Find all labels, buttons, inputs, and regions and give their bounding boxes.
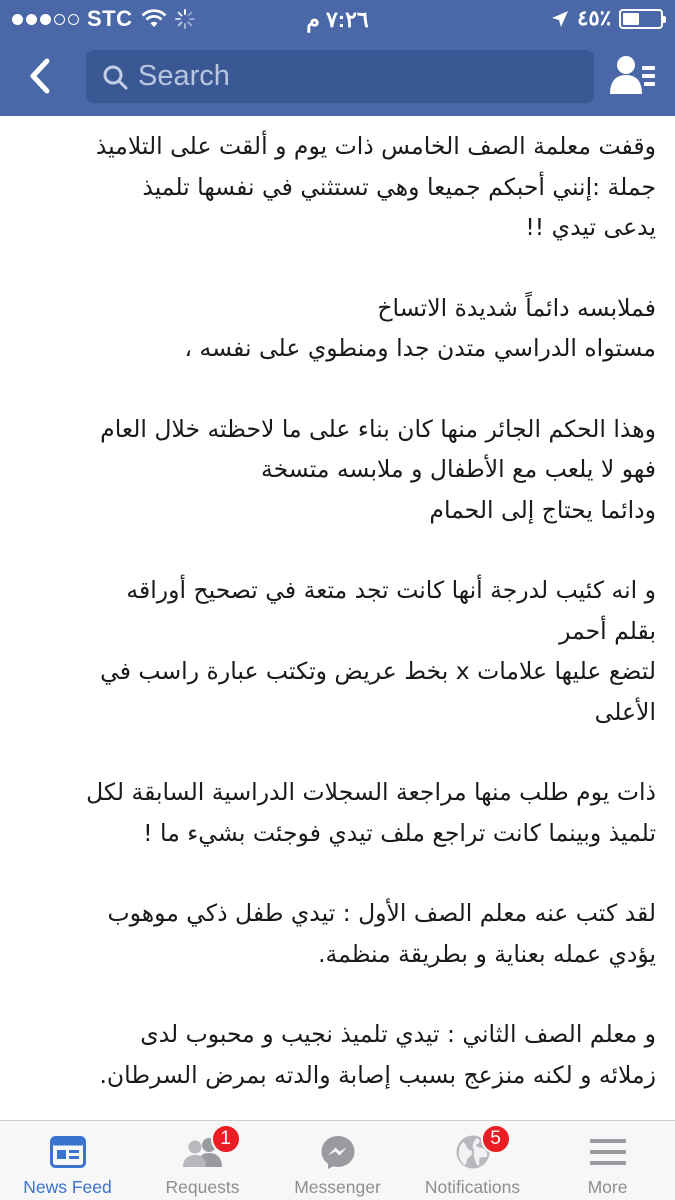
- messenger-icon: [320, 1134, 356, 1170]
- post-text-line: ذات يوم طلب منها مراجعة السجلات الدراسية السابقة لكل: [86, 778, 656, 806]
- search-icon: [102, 64, 128, 90]
- post-text-line: فملابسه دائماً شديدة الاتساخ: [377, 293, 656, 322]
- news-feed-icon: [50, 1136, 86, 1168]
- post-body: [40, 126, 656, 1096]
- tab-bar: [0, 1120, 675, 1200]
- tab-label: News Feed: [23, 1177, 112, 1197]
- tab-messenger[interactable]: [270, 1121, 405, 1200]
- battery-percentage: ٤٥٪: [577, 7, 611, 30]
- tab-requests[interactable]: [135, 1121, 270, 1200]
- tab-more[interactable]: [540, 1121, 675, 1200]
- chevron-left-icon: [27, 58, 53, 94]
- post-text-line: جملة :إنني أحبكم جميعا وهي تستثني في نفسها تلميذ: [142, 172, 656, 201]
- post-paragraph: [40, 126, 656, 248]
- post-paragraph: [40, 288, 656, 369]
- post-paragraph: [40, 570, 656, 732]
- carrier-name: STC: [87, 6, 133, 31]
- post-text-line: يؤدي عمله بعناية و بطريقة منظمة.: [318, 939, 656, 968]
- post-text-line: لقد كتب عنه معلم الصف الأول : تيدي طفل ذكي موهوب: [107, 899, 656, 927]
- tab-label: More: [587, 1177, 628, 1197]
- notifications-badge: 5: [481, 1124, 511, 1154]
- post-paragraph: [40, 772, 656, 853]
- navigation-bar: [0, 0, 675, 116]
- friends-list-button[interactable]: [609, 54, 657, 98]
- post-text-line: لتضع عليها علامات x بخط عريض وتكتب عبارة راسب في: [100, 657, 656, 685]
- post-text-line: و انه كئيب لدرجة أنها كانت تجد متعة في تصحيح أوراقه: [126, 576, 656, 604]
- tab-label: Notifications: [424, 1177, 521, 1197]
- battery-icon: [619, 9, 663, 29]
- back-button[interactable]: [20, 54, 60, 98]
- tab-label: Messenger: [294, 1177, 381, 1197]
- tab-label: Requests: [165, 1177, 240, 1197]
- post-text-line: تلميذ وبينما كانت تراجع ملف تيدي فوجئت بشيء ما !: [143, 818, 656, 847]
- post-paragraph: [40, 1014, 656, 1095]
- post-text-line: ودائما يحتاج إلى الحمام: [429, 495, 656, 524]
- post-text-line: مستواه الدراسي متدن جدا ومنطوي على نفسه ،: [184, 334, 656, 362]
- location-arrow-icon: [551, 10, 569, 28]
- post-text-line: بقلم أحمر: [559, 616, 656, 645]
- post-text-line: الأعلى: [594, 697, 656, 726]
- tab-news-feed[interactable]: [0, 1121, 135, 1200]
- search-bar[interactable]: [86, 50, 594, 103]
- post-paragraph: [40, 409, 656, 531]
- requests-badge: 1: [211, 1124, 241, 1154]
- post-text-line: وقفت معلمة الصف الخامس ذات يوم و ألقت على التلاميذ: [95, 132, 656, 160]
- status-bar: [0, 0, 675, 40]
- battery-level: [623, 13, 639, 25]
- search-input[interactable]: [138, 60, 558, 93]
- post-text-line: فهو لا يلعب مع الأطفال و ملابسه متسخة: [261, 455, 656, 483]
- post-text-line: زملائه و لكنه منزعج بسبب إصابة والدته بمرض السرطان.: [99, 1060, 656, 1089]
- post-text-line: و معلم الصف الثاني : تيدي تلميذ نجيب و محبوب لدى: [140, 1020, 656, 1048]
- post-text-line: وهذا الحكم الجائر منها كان بناء على ما لاحظته خلال العام: [100, 414, 656, 443]
- clock: ٧:٢٦ م: [306, 7, 369, 32]
- post-paragraph: [40, 893, 656, 974]
- post-text-line: يدعى تيدي !!: [525, 213, 656, 241]
- friends-list-icon: [609, 54, 657, 98]
- menu-icon: [590, 1137, 626, 1167]
- tab-notifications[interactable]: [405, 1121, 540, 1200]
